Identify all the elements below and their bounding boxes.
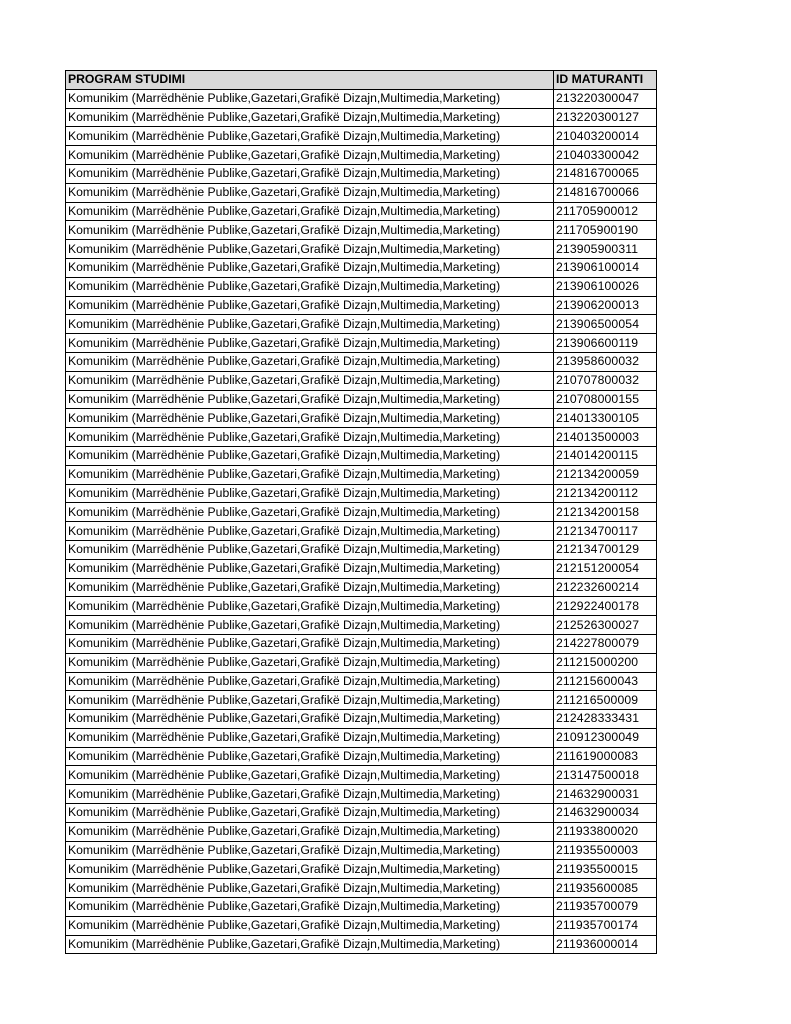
- id-maturanti-cell: 214816700066: [554, 183, 657, 202]
- table-row: [66, 785, 657, 804]
- program-cell: Komunikim (Marrëdhënie Publike,Gazetari,Grafikë Dizajn,Multimedia,Marketing): [66, 146, 554, 165]
- table-row: [66, 108, 657, 127]
- program-cell: Komunikim (Marrëdhënie Publike,Gazetari,Grafikë Dizajn,Multimedia,Marketing): [66, 634, 554, 653]
- table-row: [66, 766, 657, 785]
- program-cell: Komunikim (Marrëdhënie Publike,Gazetari,Grafikë Dizajn,Multimedia,Marketing): [66, 127, 554, 146]
- id-maturanti-cell: 211705900190: [554, 221, 657, 240]
- id-maturanti-cell: 210912300049: [554, 728, 657, 747]
- id-maturanti-cell: 212151200054: [554, 559, 657, 578]
- program-cell: Komunikim (Marrëdhënie Publike,Gazetari,Grafikë Dizajn,Multimedia,Marketing): [66, 108, 554, 127]
- table-row: [66, 916, 657, 935]
- program-cell: Komunikim (Marrëdhënie Publike,Gazetari,Grafikë Dizajn,Multimedia,Marketing): [66, 785, 554, 804]
- table-row: [66, 446, 657, 465]
- program-cell: Komunikim (Marrëdhënie Publike,Gazetari,Grafikë Dizajn,Multimedia,Marketing): [66, 672, 554, 691]
- program-cell: Komunikim (Marrëdhënie Publike,Gazetari,Grafikë Dizajn,Multimedia,Marketing): [66, 390, 554, 409]
- program-cell: Komunikim (Marrëdhënie Publike,Gazetari,Grafikë Dizajn,Multimedia,Marketing): [66, 296, 554, 315]
- table-row: [66, 691, 657, 710]
- table-row: [66, 202, 657, 221]
- id-maturanti-cell: 211935600085: [554, 879, 657, 898]
- program-cell: Komunikim (Marrëdhënie Publike,Gazetari,Grafikë Dizajn,Multimedia,Marketing): [66, 503, 554, 522]
- id-maturanti-cell: 210708000155: [554, 390, 657, 409]
- table-row: [66, 240, 657, 259]
- program-cell: Komunikim (Marrëdhënie Publike,Gazetari,Grafikë Dizajn,Multimedia,Marketing): [66, 728, 554, 747]
- table-row: [66, 804, 657, 823]
- program-cell: Komunikim (Marrëdhënie Publike,Gazetari,Grafikë Dizajn,Multimedia,Marketing): [66, 428, 554, 447]
- program-cell: Komunikim (Marrëdhënie Publike,Gazetari,Grafikë Dizajn,Multimedia,Marketing): [66, 578, 554, 597]
- table-row: [66, 578, 657, 597]
- id-maturanti-cell: 211935500003: [554, 841, 657, 860]
- id-maturanti-cell: 211935700174: [554, 916, 657, 935]
- id-maturanti-cell: 213220300047: [554, 89, 657, 108]
- header-id-maturanti: ID MATURANTI: [554, 71, 657, 90]
- id-maturanti-cell: 213906200013: [554, 296, 657, 315]
- id-maturanti-cell: 214816700065: [554, 164, 657, 183]
- header-row: [66, 71, 657, 90]
- id-maturanti-cell: 211216500009: [554, 691, 657, 710]
- table-row: [66, 540, 657, 559]
- table-body: [66, 89, 657, 954]
- header-program-studimi: PROGRAM STUDIMI: [66, 71, 554, 90]
- program-cell: Komunikim (Marrëdhënie Publike,Gazetari,Grafikë Dizajn,Multimedia,Marketing): [66, 822, 554, 841]
- program-cell: Komunikim (Marrëdhënie Publike,Gazetari,Grafikë Dizajn,Multimedia,Marketing): [66, 240, 554, 259]
- program-cell: Komunikim (Marrëdhënie Publike,Gazetari,Grafikë Dizajn,Multimedia,Marketing): [66, 315, 554, 334]
- table-row: [66, 409, 657, 428]
- table-row: [66, 860, 657, 879]
- id-maturanti-cell: 212526300027: [554, 616, 657, 635]
- id-maturanti-cell: 213147500018: [554, 766, 657, 785]
- id-maturanti-cell: 212232600214: [554, 578, 657, 597]
- id-maturanti-cell: 211619000083: [554, 747, 657, 766]
- program-cell: Komunikim (Marrëdhënie Publike,Gazetari,Grafikë Dizajn,Multimedia,Marketing): [66, 164, 554, 183]
- id-maturanti-cell: 214013500003: [554, 428, 657, 447]
- program-cell: Komunikim (Marrëdhënie Publike,Gazetari,Grafikë Dizajn,Multimedia,Marketing): [66, 446, 554, 465]
- program-cell: Komunikim (Marrëdhënie Publike,Gazetari,Grafikë Dizajn,Multimedia,Marketing): [66, 653, 554, 672]
- id-maturanti-cell: 212134200112: [554, 484, 657, 503]
- id-maturanti-cell: 214013300105: [554, 409, 657, 428]
- id-maturanti-cell: 212134200158: [554, 503, 657, 522]
- table-row: [66, 352, 657, 371]
- program-cell: Komunikim (Marrëdhënie Publike,Gazetari,Grafikë Dizajn,Multimedia,Marketing): [66, 616, 554, 635]
- table-header: [66, 71, 657, 90]
- id-maturanti-cell: 210707800032: [554, 371, 657, 390]
- table-row: [66, 258, 657, 277]
- id-maturanti-cell: 213958600032: [554, 352, 657, 371]
- table-row: [66, 390, 657, 409]
- table-row: [66, 710, 657, 729]
- program-cell: Komunikim (Marrëdhënie Publike,Gazetari,Grafikë Dizajn,Multimedia,Marketing): [66, 522, 554, 541]
- table-row: [66, 89, 657, 108]
- program-cell: Komunikim (Marrëdhënie Publike,Gazetari,Grafikë Dizajn,Multimedia,Marketing): [66, 710, 554, 729]
- table-row: [66, 597, 657, 616]
- table-row: [66, 822, 657, 841]
- program-cell: Komunikim (Marrëdhënie Publike,Gazetari,Grafikë Dizajn,Multimedia,Marketing): [66, 371, 554, 390]
- table-row: [66, 334, 657, 353]
- program-cell: Komunikim (Marrëdhënie Publike,Gazetari,Grafikë Dizajn,Multimedia,Marketing): [66, 841, 554, 860]
- id-maturanti-cell: 211935500015: [554, 860, 657, 879]
- program-cell: Komunikim (Marrëdhënie Publike,Gazetari,Grafikë Dizajn,Multimedia,Marketing): [66, 352, 554, 371]
- program-cell: Komunikim (Marrëdhënie Publike,Gazetari,Grafikë Dizajn,Multimedia,Marketing): [66, 465, 554, 484]
- program-cell: Komunikim (Marrëdhënie Publike,Gazetari,Grafikë Dizajn,Multimedia,Marketing): [66, 860, 554, 879]
- program-cell: Komunikim (Marrëdhënie Publike,Gazetari,Grafikë Dizajn,Multimedia,Marketing): [66, 559, 554, 578]
- id-maturanti-cell: 214014200115: [554, 446, 657, 465]
- table-row: [66, 672, 657, 691]
- table-row: [66, 879, 657, 898]
- table-row: [66, 522, 657, 541]
- program-cell: Komunikim (Marrëdhënie Publike,Gazetari,Grafikë Dizajn,Multimedia,Marketing): [66, 898, 554, 917]
- table-row: [66, 315, 657, 334]
- table-row: [66, 146, 657, 165]
- program-cell: Komunikim (Marrëdhënie Publike,Gazetari,Grafikë Dizajn,Multimedia,Marketing): [66, 597, 554, 616]
- id-maturanti-cell: 213906600119: [554, 334, 657, 353]
- id-maturanti-cell: 213906500054: [554, 315, 657, 334]
- id-maturanti-cell: 211935700079: [554, 898, 657, 917]
- program-cell: Komunikim (Marrëdhënie Publike,Gazetari,Grafikë Dizajn,Multimedia,Marketing): [66, 804, 554, 823]
- id-maturanti-cell: 211215000200: [554, 653, 657, 672]
- program-cell: Komunikim (Marrëdhënie Publike,Gazetari,Grafikë Dizajn,Multimedia,Marketing): [66, 409, 554, 428]
- program-cell: Komunikim (Marrëdhënie Publike,Gazetari,Grafikë Dizajn,Multimedia,Marketing): [66, 935, 554, 954]
- table-row: [66, 277, 657, 296]
- id-maturanti-cell: 213906100026: [554, 277, 657, 296]
- program-cell: Komunikim (Marrëdhënie Publike,Gazetari,Grafikë Dizajn,Multimedia,Marketing): [66, 484, 554, 503]
- table-row: [66, 484, 657, 503]
- id-maturanti-cell: 214227800079: [554, 634, 657, 653]
- program-cell: Komunikim (Marrëdhënie Publike,Gazetari,Grafikë Dizajn,Multimedia,Marketing): [66, 277, 554, 296]
- table-row: [66, 841, 657, 860]
- program-cell: Komunikim (Marrëdhënie Publike,Gazetari,Grafikë Dizajn,Multimedia,Marketing): [66, 916, 554, 935]
- id-maturanti-cell: 212134700129: [554, 540, 657, 559]
- id-maturanti-cell: 211936000014: [554, 935, 657, 954]
- id-maturanti-cell: 214632900031: [554, 785, 657, 804]
- program-cell: Komunikim (Marrëdhënie Publike,Gazetari,Grafikë Dizajn,Multimedia,Marketing): [66, 202, 554, 221]
- id-maturanti-cell: 213905900311: [554, 240, 657, 259]
- table-row: [66, 127, 657, 146]
- table-row: [66, 428, 657, 447]
- id-maturanti-cell: 213906100014: [554, 258, 657, 277]
- id-maturanti-cell: 214632900034: [554, 804, 657, 823]
- program-cell: Komunikim (Marrëdhënie Publike,Gazetari,Grafikë Dizajn,Multimedia,Marketing): [66, 221, 554, 240]
- id-maturanti-cell: 212134700117: [554, 522, 657, 541]
- program-cell: Komunikim (Marrëdhënie Publike,Gazetari,Grafikë Dizajn,Multimedia,Marketing): [66, 747, 554, 766]
- id-maturanti-cell: 210403300042: [554, 146, 657, 165]
- table-row: [66, 728, 657, 747]
- table-row: [66, 616, 657, 635]
- table-row: [66, 465, 657, 484]
- table-row: [66, 503, 657, 522]
- program-cell: Komunikim (Marrëdhënie Publike,Gazetari,Grafikë Dizajn,Multimedia,Marketing): [66, 89, 554, 108]
- table-row: [66, 634, 657, 653]
- id-maturanti-cell: 212134200059: [554, 465, 657, 484]
- id-maturanti-cell: 211215600043: [554, 672, 657, 691]
- table-row: [66, 559, 657, 578]
- table-row: [66, 221, 657, 240]
- id-maturanti-cell: 211705900012: [554, 202, 657, 221]
- table-row: [66, 296, 657, 315]
- program-cell: Komunikim (Marrëdhënie Publike,Gazetari,Grafikë Dizajn,Multimedia,Marketing): [66, 183, 554, 202]
- program-cell: Komunikim (Marrëdhënie Publike,Gazetari,Grafikë Dizajn,Multimedia,Marketing): [66, 691, 554, 710]
- id-maturanti-cell: 213220300127: [554, 108, 657, 127]
- table-row: [66, 747, 657, 766]
- table-row: [66, 935, 657, 954]
- table-row: [66, 164, 657, 183]
- id-maturanti-cell: 212428333431: [554, 710, 657, 729]
- id-maturanti-cell: 212922400178: [554, 597, 657, 616]
- table-row: [66, 653, 657, 672]
- program-cell: Komunikim (Marrëdhënie Publike,Gazetari,Grafikë Dizajn,Multimedia,Marketing): [66, 258, 554, 277]
- id-maturanti-cell: 211933800020: [554, 822, 657, 841]
- id-maturanti-cell: 210403200014: [554, 127, 657, 146]
- table-row: [66, 898, 657, 917]
- table-row: [66, 371, 657, 390]
- program-cell: Komunikim (Marrëdhënie Publike,Gazetari,Grafikë Dizajn,Multimedia,Marketing): [66, 540, 554, 559]
- students-table: [65, 70, 657, 954]
- program-cell: Komunikim (Marrëdhënie Publike,Gazetari,Grafikë Dizajn,Multimedia,Marketing): [66, 766, 554, 785]
- program-cell: Komunikim (Marrëdhënie Publike,Gazetari,Grafikë Dizajn,Multimedia,Marketing): [66, 879, 554, 898]
- table-row: [66, 183, 657, 202]
- program-cell: Komunikim (Marrëdhënie Publike,Gazetari,Grafikë Dizajn,Multimedia,Marketing): [66, 334, 554, 353]
